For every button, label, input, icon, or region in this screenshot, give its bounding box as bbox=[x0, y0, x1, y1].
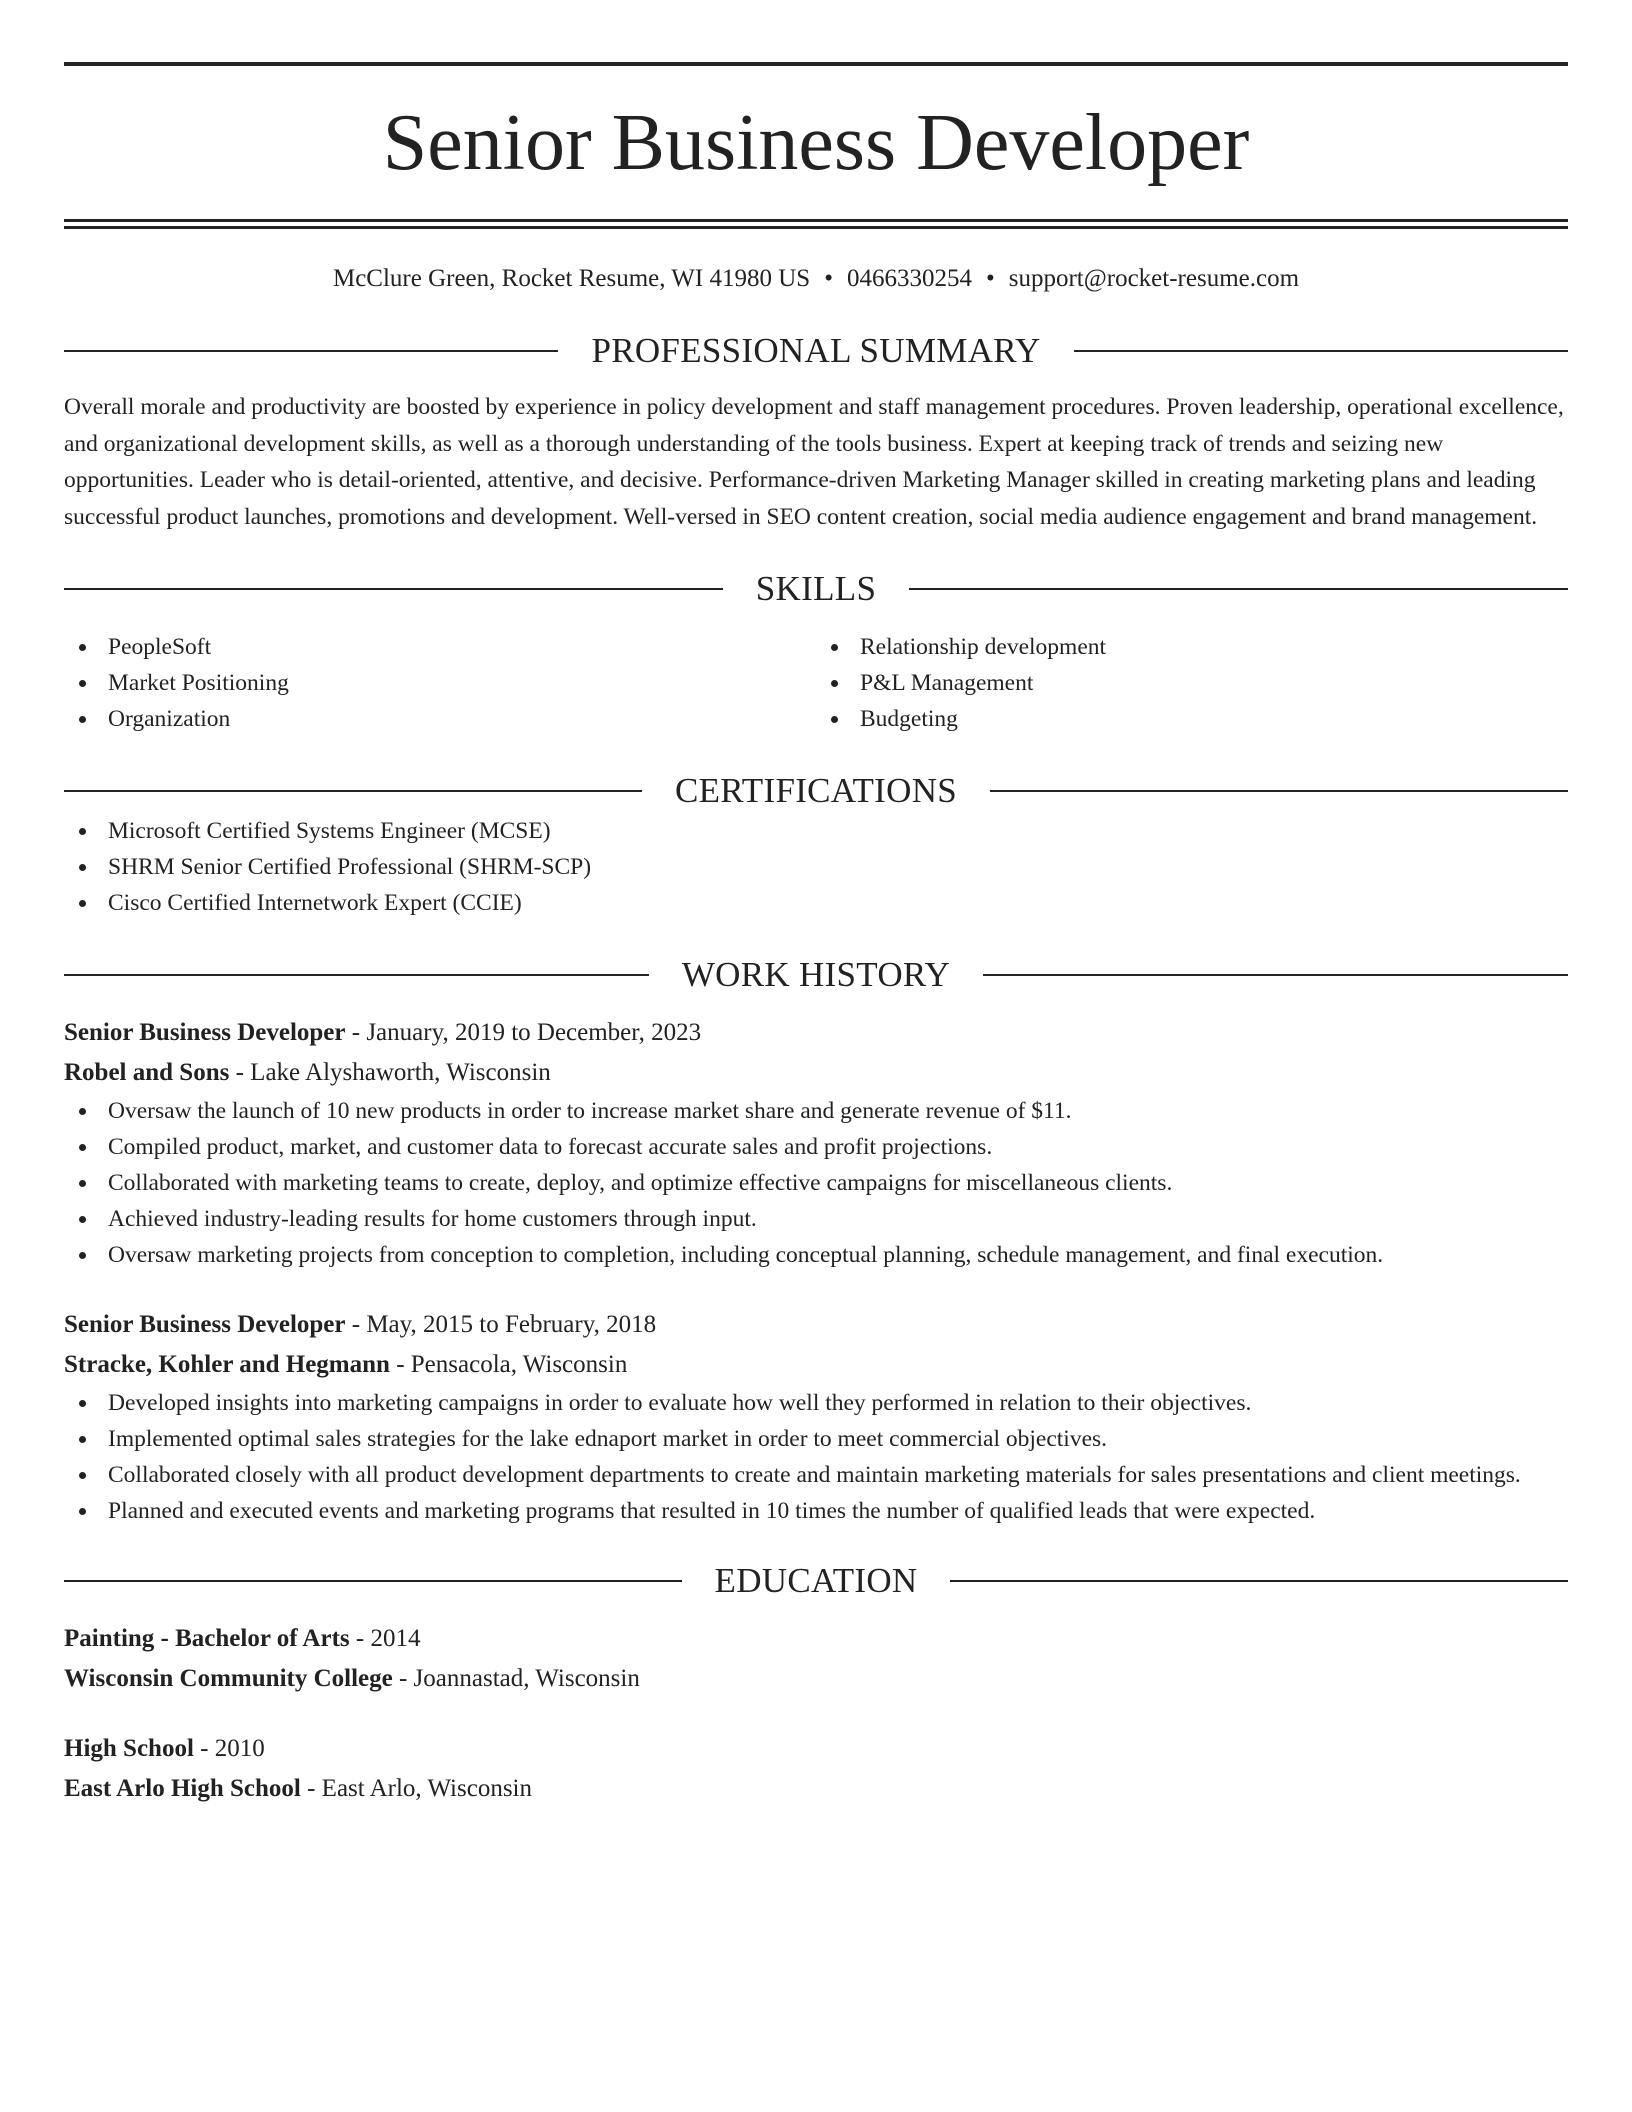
top-rule bbox=[64, 62, 1568, 66]
job-title-line bbox=[64, 1305, 1568, 1345]
section-rule-left bbox=[64, 1580, 682, 1582]
certifications-list bbox=[64, 813, 1568, 921]
job-dates: - January, 2019 to December, 2023 bbox=[345, 1019, 702, 1046]
job-bullet: Achieved industry-leading results for home customers through input. bbox=[64, 1201, 1568, 1237]
section-rule-right bbox=[983, 974, 1568, 976]
work-section-header bbox=[64, 953, 1568, 997]
certification-item: Cisco Certified Internetwork Expert (CCIE) bbox=[64, 885, 1568, 921]
skills-column-left bbox=[64, 629, 816, 737]
education-year: - 2014 bbox=[349, 1625, 421, 1652]
education-year: - 2010 bbox=[193, 1735, 265, 1762]
job-location: - Lake Alyshaworth, Wisconsin bbox=[229, 1059, 551, 1086]
work-heading: WORK HISTORY bbox=[681, 955, 951, 994]
job-bullet: Collaborated closely with all product development departments to create and maintain marketing materials for sales presentations and client meetings. bbox=[64, 1457, 1568, 1493]
skills-column-right bbox=[816, 629, 1568, 737]
education-school-line bbox=[64, 1659, 1568, 1699]
summary-text: Overall morale and productivity are boosted by experience in policy development and staff management procedures. Proven leadership, operational excellence, and organizational development skills, as well as a thorough understanding of the tools business. Expert at keeping track of trends and seizing new opportunities. Leader who is detail-oriented, attentive, and decisive. Performance-driven Marketing Manager skilled in creating marketing plans and leading successful product launches, promotions and development. Well-versed in SEO content creation, social media audience engagement and brand management. bbox=[64, 394, 1564, 530]
section-rule-left bbox=[64, 350, 558, 352]
education-degree-line bbox=[64, 1619, 1568, 1659]
section-rule-right bbox=[950, 1580, 1568, 1582]
contact-address: McClure Green, Rocket Resume, WI 41980 US bbox=[332, 265, 811, 292]
skills-grid bbox=[64, 629, 1568, 737]
job-title: Senior Business Developer bbox=[64, 1311, 346, 1338]
education-school-line bbox=[64, 1769, 1568, 1809]
skill-item: Market Positioning bbox=[64, 665, 816, 701]
contact-phone: 0466330254 bbox=[846, 265, 972, 292]
contact-email: support@rocket-resume.com bbox=[1008, 265, 1300, 292]
education-heading: EDUCATION bbox=[714, 1561, 918, 1600]
title-double-rule bbox=[64, 219, 1568, 229]
job-bullet: Compiled product, market, and customer data to forecast accurate sales and profit projections. bbox=[64, 1129, 1568, 1165]
education-school: East Arlo High School bbox=[64, 1775, 301, 1802]
education-entry bbox=[64, 1729, 1568, 1809]
summary-section-header bbox=[64, 329, 1568, 373]
job-bullet: Oversaw marketing projects from conception to completion, including conceptual planning, schedule management, and final execution. bbox=[64, 1237, 1568, 1273]
skills-heading: SKILLS bbox=[755, 569, 877, 608]
skill-item: Organization bbox=[64, 701, 816, 737]
education-location: - East Arlo, Wisconsin bbox=[300, 1775, 532, 1802]
job-entry bbox=[64, 1013, 1568, 1273]
contact-separator: • bbox=[985, 265, 995, 292]
job-company: Stracke, Kohler and Hegmann bbox=[64, 1351, 390, 1378]
section-rule-left bbox=[64, 790, 642, 792]
job-bullet: Implemented optimal sales strategies for the lake ednaport market in order to meet commercial objectives. bbox=[64, 1421, 1568, 1457]
section-rule-left bbox=[64, 974, 649, 976]
section-rule-right bbox=[990, 790, 1568, 792]
job-bullets bbox=[64, 1093, 1568, 1273]
education-school: Wisconsin Community College bbox=[64, 1665, 393, 1692]
skill-item: PeopleSoft bbox=[64, 629, 816, 665]
certifications-heading: CERTIFICATIONS bbox=[674, 771, 958, 810]
education-degree: Painting - Bachelor of Arts bbox=[64, 1625, 350, 1652]
section-rule-left bbox=[64, 588, 723, 590]
job-bullet: Planned and executed events and marketing programs that resulted in 10 times the number of qualified leads that were expected. bbox=[64, 1493, 1568, 1529]
contact-line bbox=[64, 263, 1568, 295]
education-degree-line bbox=[64, 1729, 1568, 1769]
job-company: Robel and Sons bbox=[64, 1059, 230, 1086]
job-entry bbox=[64, 1305, 1568, 1529]
certification-item: Microsoft Certified Systems Engineer (MCSE) bbox=[64, 813, 1568, 849]
job-bullet: Developed insights into marketing campaigns in order to evaluate how well they performed in relation to their objectives. bbox=[64, 1385, 1568, 1421]
skill-item: Budgeting bbox=[816, 701, 1568, 737]
job-dates: - May, 2015 to February, 2018 bbox=[345, 1311, 657, 1338]
section-rule-right bbox=[909, 588, 1568, 590]
skills-section-header bbox=[64, 567, 1568, 611]
job-title-line bbox=[64, 1013, 1568, 1053]
education-entry bbox=[64, 1619, 1568, 1699]
contact-separator: • bbox=[824, 265, 833, 292]
skill-item: Relationship development bbox=[816, 629, 1568, 665]
education-degree: High School bbox=[64, 1735, 194, 1762]
certification-item: SHRM Senior Certified Professional (SHRM-SCP) bbox=[64, 849, 1568, 885]
resume-title: Senior Business Developer bbox=[382, 99, 1250, 187]
job-location: - Pensacola, Wisconsin bbox=[389, 1351, 628, 1378]
education-section-header bbox=[64, 1559, 1568, 1603]
job-bullet: Collaborated with marketing teams to create, deploy, and optimize effective campaigns for miscellaneous clients. bbox=[64, 1165, 1568, 1201]
skill-item: P&L Management bbox=[816, 665, 1568, 701]
job-title: Senior Business Developer bbox=[64, 1019, 346, 1046]
section-rule-right bbox=[1074, 350, 1568, 352]
summary-heading: PROFESSIONAL SUMMARY bbox=[591, 331, 1041, 370]
certifications-section-header bbox=[64, 769, 1568, 813]
job-bullets bbox=[64, 1385, 1568, 1529]
education-location: - Joannastad, Wisconsin bbox=[392, 1665, 640, 1692]
job-company-line bbox=[64, 1345, 1568, 1385]
job-bullet: Oversaw the launch of 10 new products in order to increase market share and generate revenue of $11. bbox=[64, 1093, 1568, 1129]
job-company-line bbox=[64, 1053, 1568, 1093]
